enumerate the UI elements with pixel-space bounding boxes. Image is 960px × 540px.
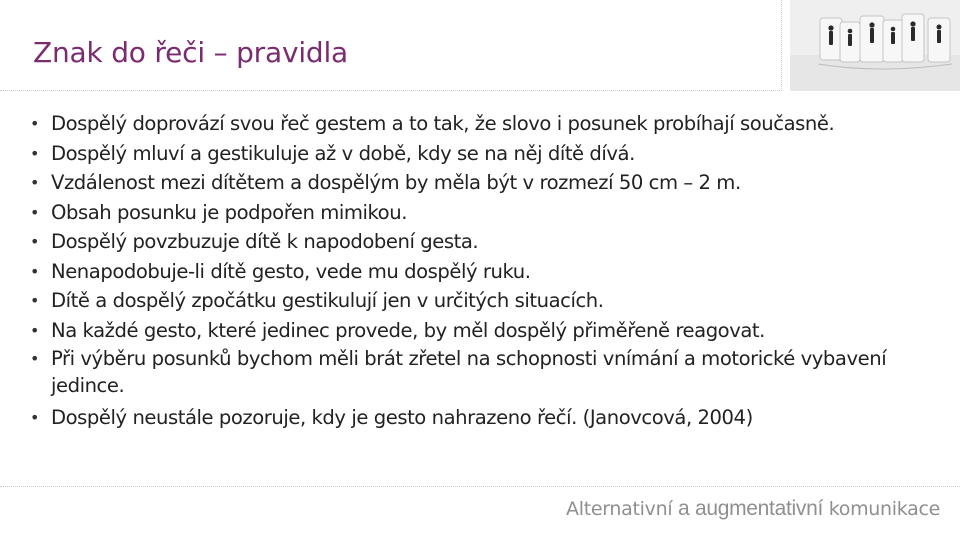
slide-title: Znak do řeči – pravidla (33, 36, 349, 69)
bullet-icon: • (30, 261, 39, 281)
rules-list (30, 109, 940, 433)
bullet-icon: • (30, 114, 39, 133)
bullet-icon: • (30, 143, 39, 163)
footer-part-3: komunikace (822, 498, 940, 520)
bullet-icon: • (30, 232, 39, 251)
list-item (30, 227, 940, 257)
list-item (30, 168, 940, 198)
list-item-text: Vzdálenost mezi dítětem a dospělým by měla být v rozmezí 50 cm – 2 m. (51, 171, 741, 194)
list-item-text: Dospělý neustále pozoruje, kdy je gesto nahrazeno řečí. (Janovcová, 2004) (51, 406, 753, 429)
bullet-icon: • (30, 202, 39, 222)
bullet-icon: • (30, 320, 39, 340)
list-item (30, 345, 940, 399)
list-item-text: Dospělý povzbuzuje dítě k napodobení gesta. (51, 230, 479, 253)
bullet-icon: • (30, 291, 39, 310)
header-photo (790, 0, 960, 91)
title-divider (0, 90, 782, 91)
list-item (30, 403, 940, 433)
photo-divider (781, 0, 782, 91)
list-item-text: Nenapodobuje-li dítě gesto, vede mu dospělý ruku. (51, 259, 531, 283)
bullet-icon: • (30, 349, 39, 368)
list-item-text: Dospělý mluví a gestikuluje až v době, kdy se na něj dítě dívá. (51, 141, 635, 165)
list-item-text: Dítě a dospělý zpočátku gestikulují jen v určitých situacích. (51, 289, 604, 312)
list-item-text: Dospělý doprovází svou řeč gestem a to tak, že slovo i posunek probíhají současně. (51, 112, 835, 135)
list-item (30, 198, 940, 228)
footer-text (566, 497, 940, 521)
list-item-text: Obsah posunku je podpořen mimikou. (51, 200, 407, 224)
list-item (30, 257, 940, 287)
bullet-icon: • (30, 173, 39, 192)
footer-part-1: Alternativní (566, 498, 679, 520)
figures-in-glasses-image (790, 0, 960, 91)
footer-part-2: a augmentativní (678, 497, 823, 520)
list-item (30, 139, 940, 169)
bullet-icon: • (30, 408, 39, 427)
list-item-text: Při výběru posunků bychom měli brát zřetel na schopnosti vnímání a motorické vybavení jedince. (51, 347, 887, 397)
footer-divider (0, 486, 960, 487)
list-item (30, 286, 940, 316)
list-item (30, 109, 940, 139)
list-item-text: Na každé gesto, které jedinec provede, by měl dospělý přiměřeně reagovat. (51, 318, 765, 342)
list-item (30, 316, 940, 346)
